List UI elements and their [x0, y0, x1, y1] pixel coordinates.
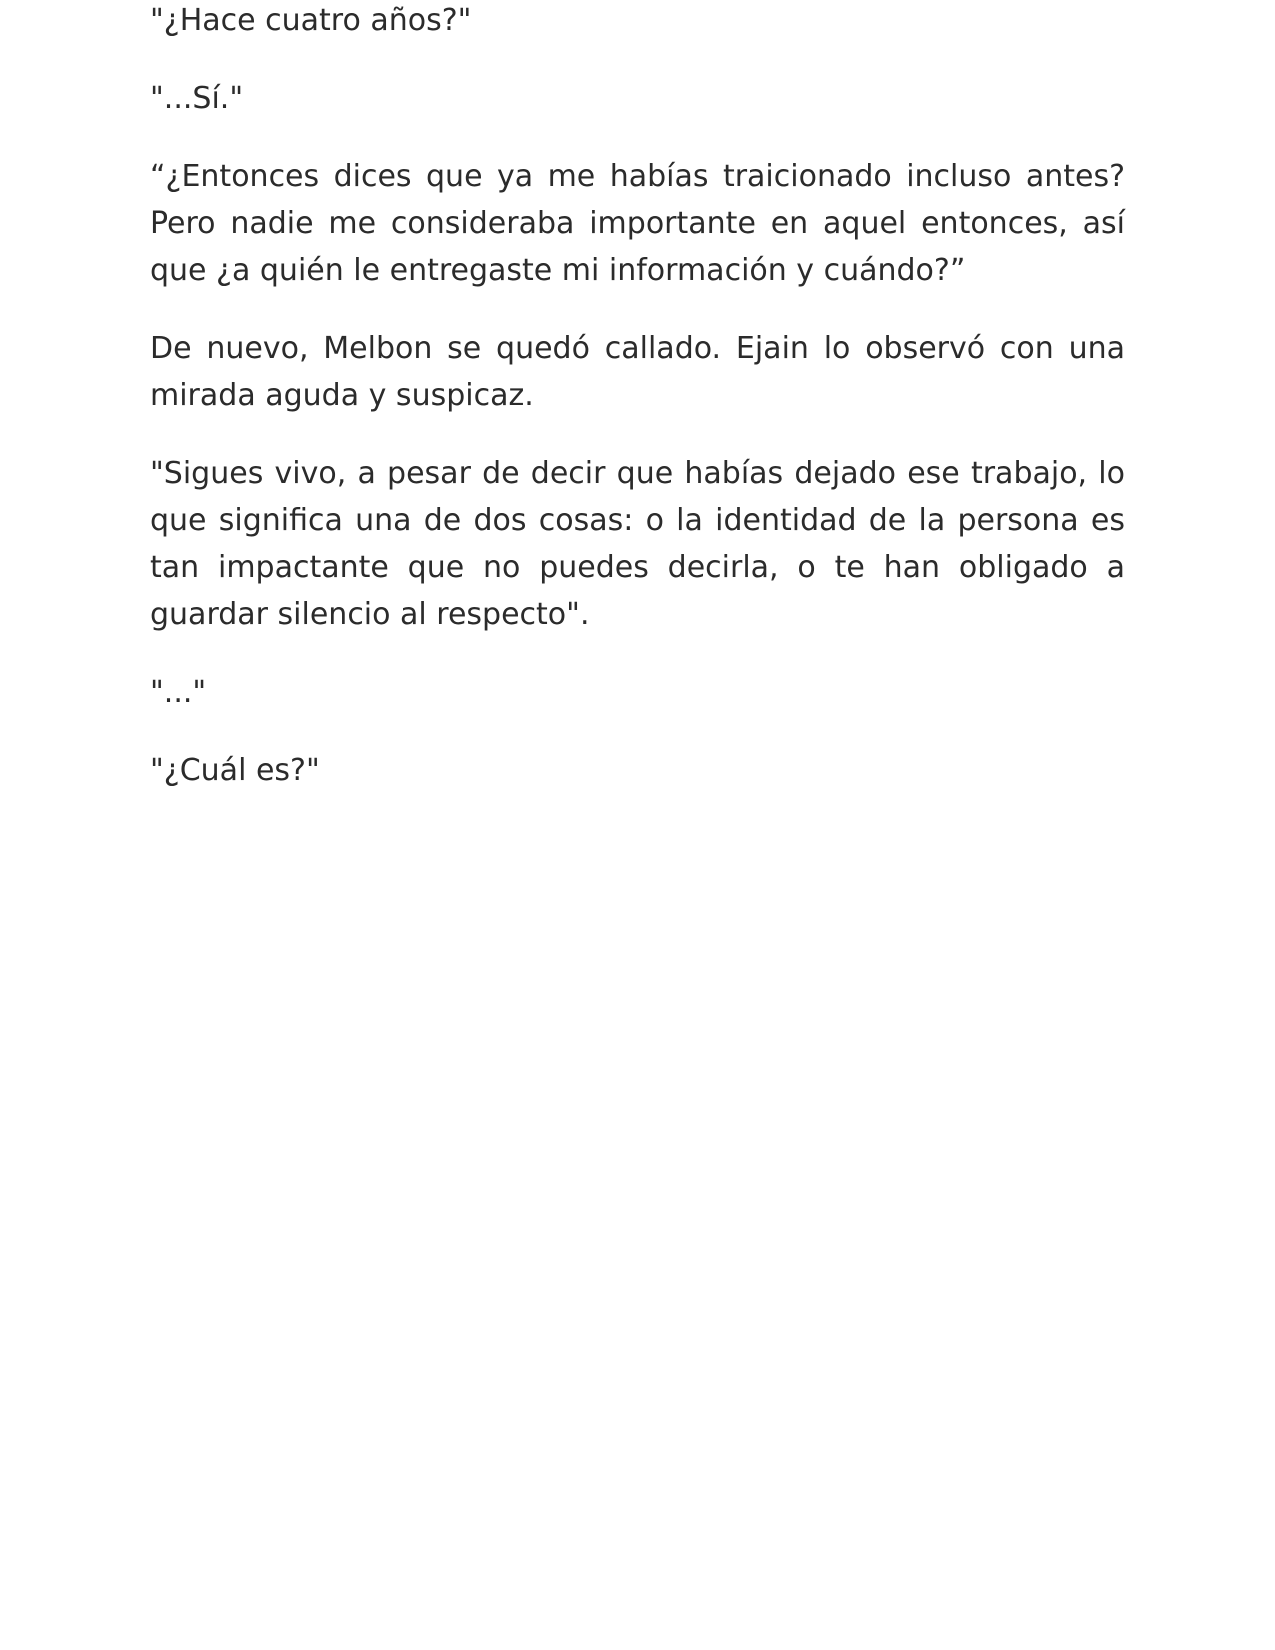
paragraph-6: "..." [150, 675, 207, 710]
paragraph-2: "...Sí." [150, 81, 244, 116]
paragraph-4: De nuevo, Melbon se quedó callado. Ejain lo observó con una mirada aguda y suspicaz. [150, 331, 1125, 413]
paragraph-3: “¿Entonces dices que ya me habías traicionado incluso antes? Pero nadie me consideraba importante en aquel entonces, así que ¿a quién le entregaste mi información y cuándo?” [150, 159, 1125, 288]
paragraph-1: "¿Hace cuatro años?" [150, 3, 472, 38]
paragraph-7: "¿Cuál es?" [150, 753, 320, 788]
document-page [150, 0, 1125, 825]
paragraph-5: "Sigues vivo, a pesar de decir que habías dejado ese trabajo, lo que significa una de dos cosas: o la identidad de la persona es tan impactante que no puedes decirla, o te han obligado a guardar silencio al respecto". [150, 456, 1125, 632]
